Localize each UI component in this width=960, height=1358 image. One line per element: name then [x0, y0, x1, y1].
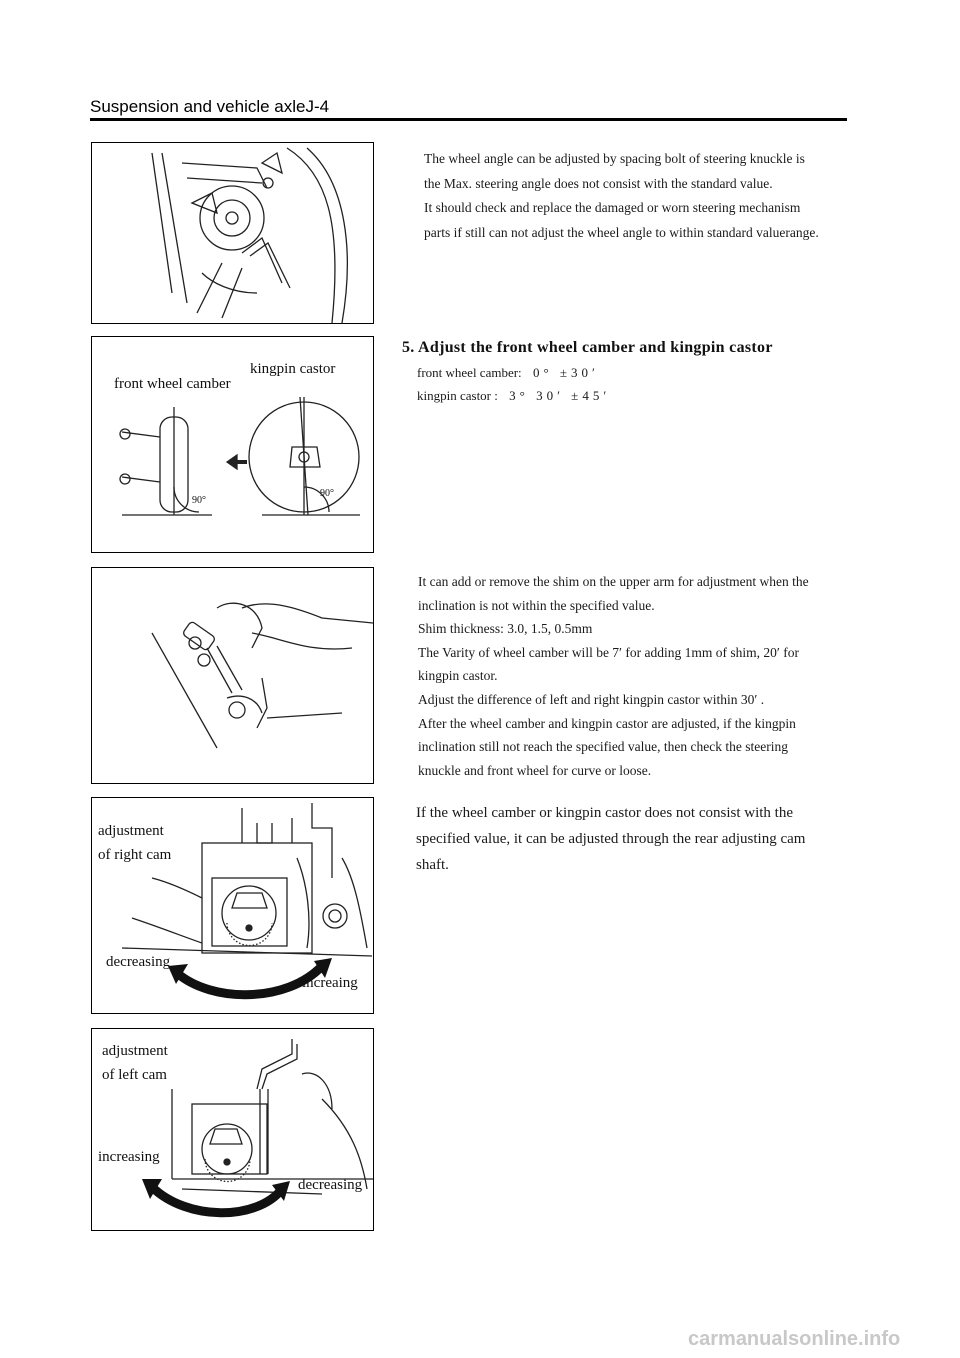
text-line: inclination still not reach the specified value, then check the steering — [418, 739, 788, 755]
figure-title-line1: adjustment — [102, 1043, 168, 1059]
text-line: parts if still can not adjust the wheel angle to within standard valuerange. — [424, 224, 819, 240]
text-line: inclination is not within the specified value. — [418, 597, 655, 613]
spec-label: front wheel camber: — [417, 365, 522, 380]
text-line: After the wheel camber and kingpin castor are adjusted, if the kingpin — [418, 715, 796, 731]
text-line: It can add or remove the shim on the upper arm for adjustment when the — [418, 574, 809, 589]
text-line: Shim thickness: 3.0, 1.5, 0.5mm — [418, 621, 593, 637]
figure-title-line2: of left cam — [102, 1067, 167, 1083]
spec-value: 3° 30′ ±45′ — [509, 388, 611, 403]
figure-shim-adjustment — [91, 567, 374, 784]
label-increasing: increasing — [98, 1149, 160, 1165]
label-kingpin-castor: kingpin castor — [250, 361, 336, 377]
angle-label-right: 90° — [320, 488, 334, 499]
text-line: the Max. steering angle does not consist with the standard value. — [424, 175, 773, 191]
figure-left-cam — [91, 1028, 374, 1231]
label-front-wheel-camber: front wheel camber — [114, 376, 231, 392]
figure-title-line1: adjustment — [98, 823, 164, 839]
spec-castor — [417, 388, 610, 404]
header-rule — [90, 118, 847, 121]
spec-label: kingpin castor : — [417, 388, 498, 403]
text-line: kingpin castor. — [418, 668, 498, 684]
label-decreasing: decreasing — [106, 954, 171, 970]
text-line: If the wheel camber or kingpin castor does not consist with the — [416, 805, 793, 821]
section4-text — [416, 800, 846, 878]
text-line: knuckle and front wheel for curve or loose. — [418, 762, 652, 778]
section1-text — [424, 147, 854, 245]
text-line: The wheel angle can be adjusted by spacing bolt of steering knuckle is — [424, 151, 805, 166]
section3-text — [418, 570, 848, 782]
label-decreasing: decreasing — [298, 1177, 363, 1193]
spec-camber — [417, 365, 599, 381]
figure-title-line2: of right cam — [98, 847, 172, 863]
figure-steering-knuckle — [91, 142, 374, 324]
spec-value: 0° ±30′ — [532, 365, 599, 380]
section-heading: 5. Adjust the front wheel camber and kingpin castor — [402, 339, 773, 356]
text-line: The Varity of wheel camber will be 7′ for adding 1mm of shim, 20′ for — [418, 644, 799, 660]
figure-camber-castor — [91, 336, 374, 553]
figure-right-cam — [91, 797, 374, 1014]
angle-label-left: 90° — [192, 495, 206, 506]
watermark: carmanualsonline.info — [688, 1328, 901, 1350]
label-increasing: increaing — [302, 975, 358, 991]
page-header: Suspension and vehicle axleJ-4 — [90, 97, 330, 116]
text-line: It should check and replace the damaged or worn steering mechanism — [424, 200, 801, 215]
text-line: specified value, it can be adjusted through the rear adjusting cam — [416, 831, 806, 847]
text-line: Adjust the difference of left and right kingpin castor within 30′ . — [418, 691, 765, 707]
text-line: shaft. — [416, 857, 449, 873]
